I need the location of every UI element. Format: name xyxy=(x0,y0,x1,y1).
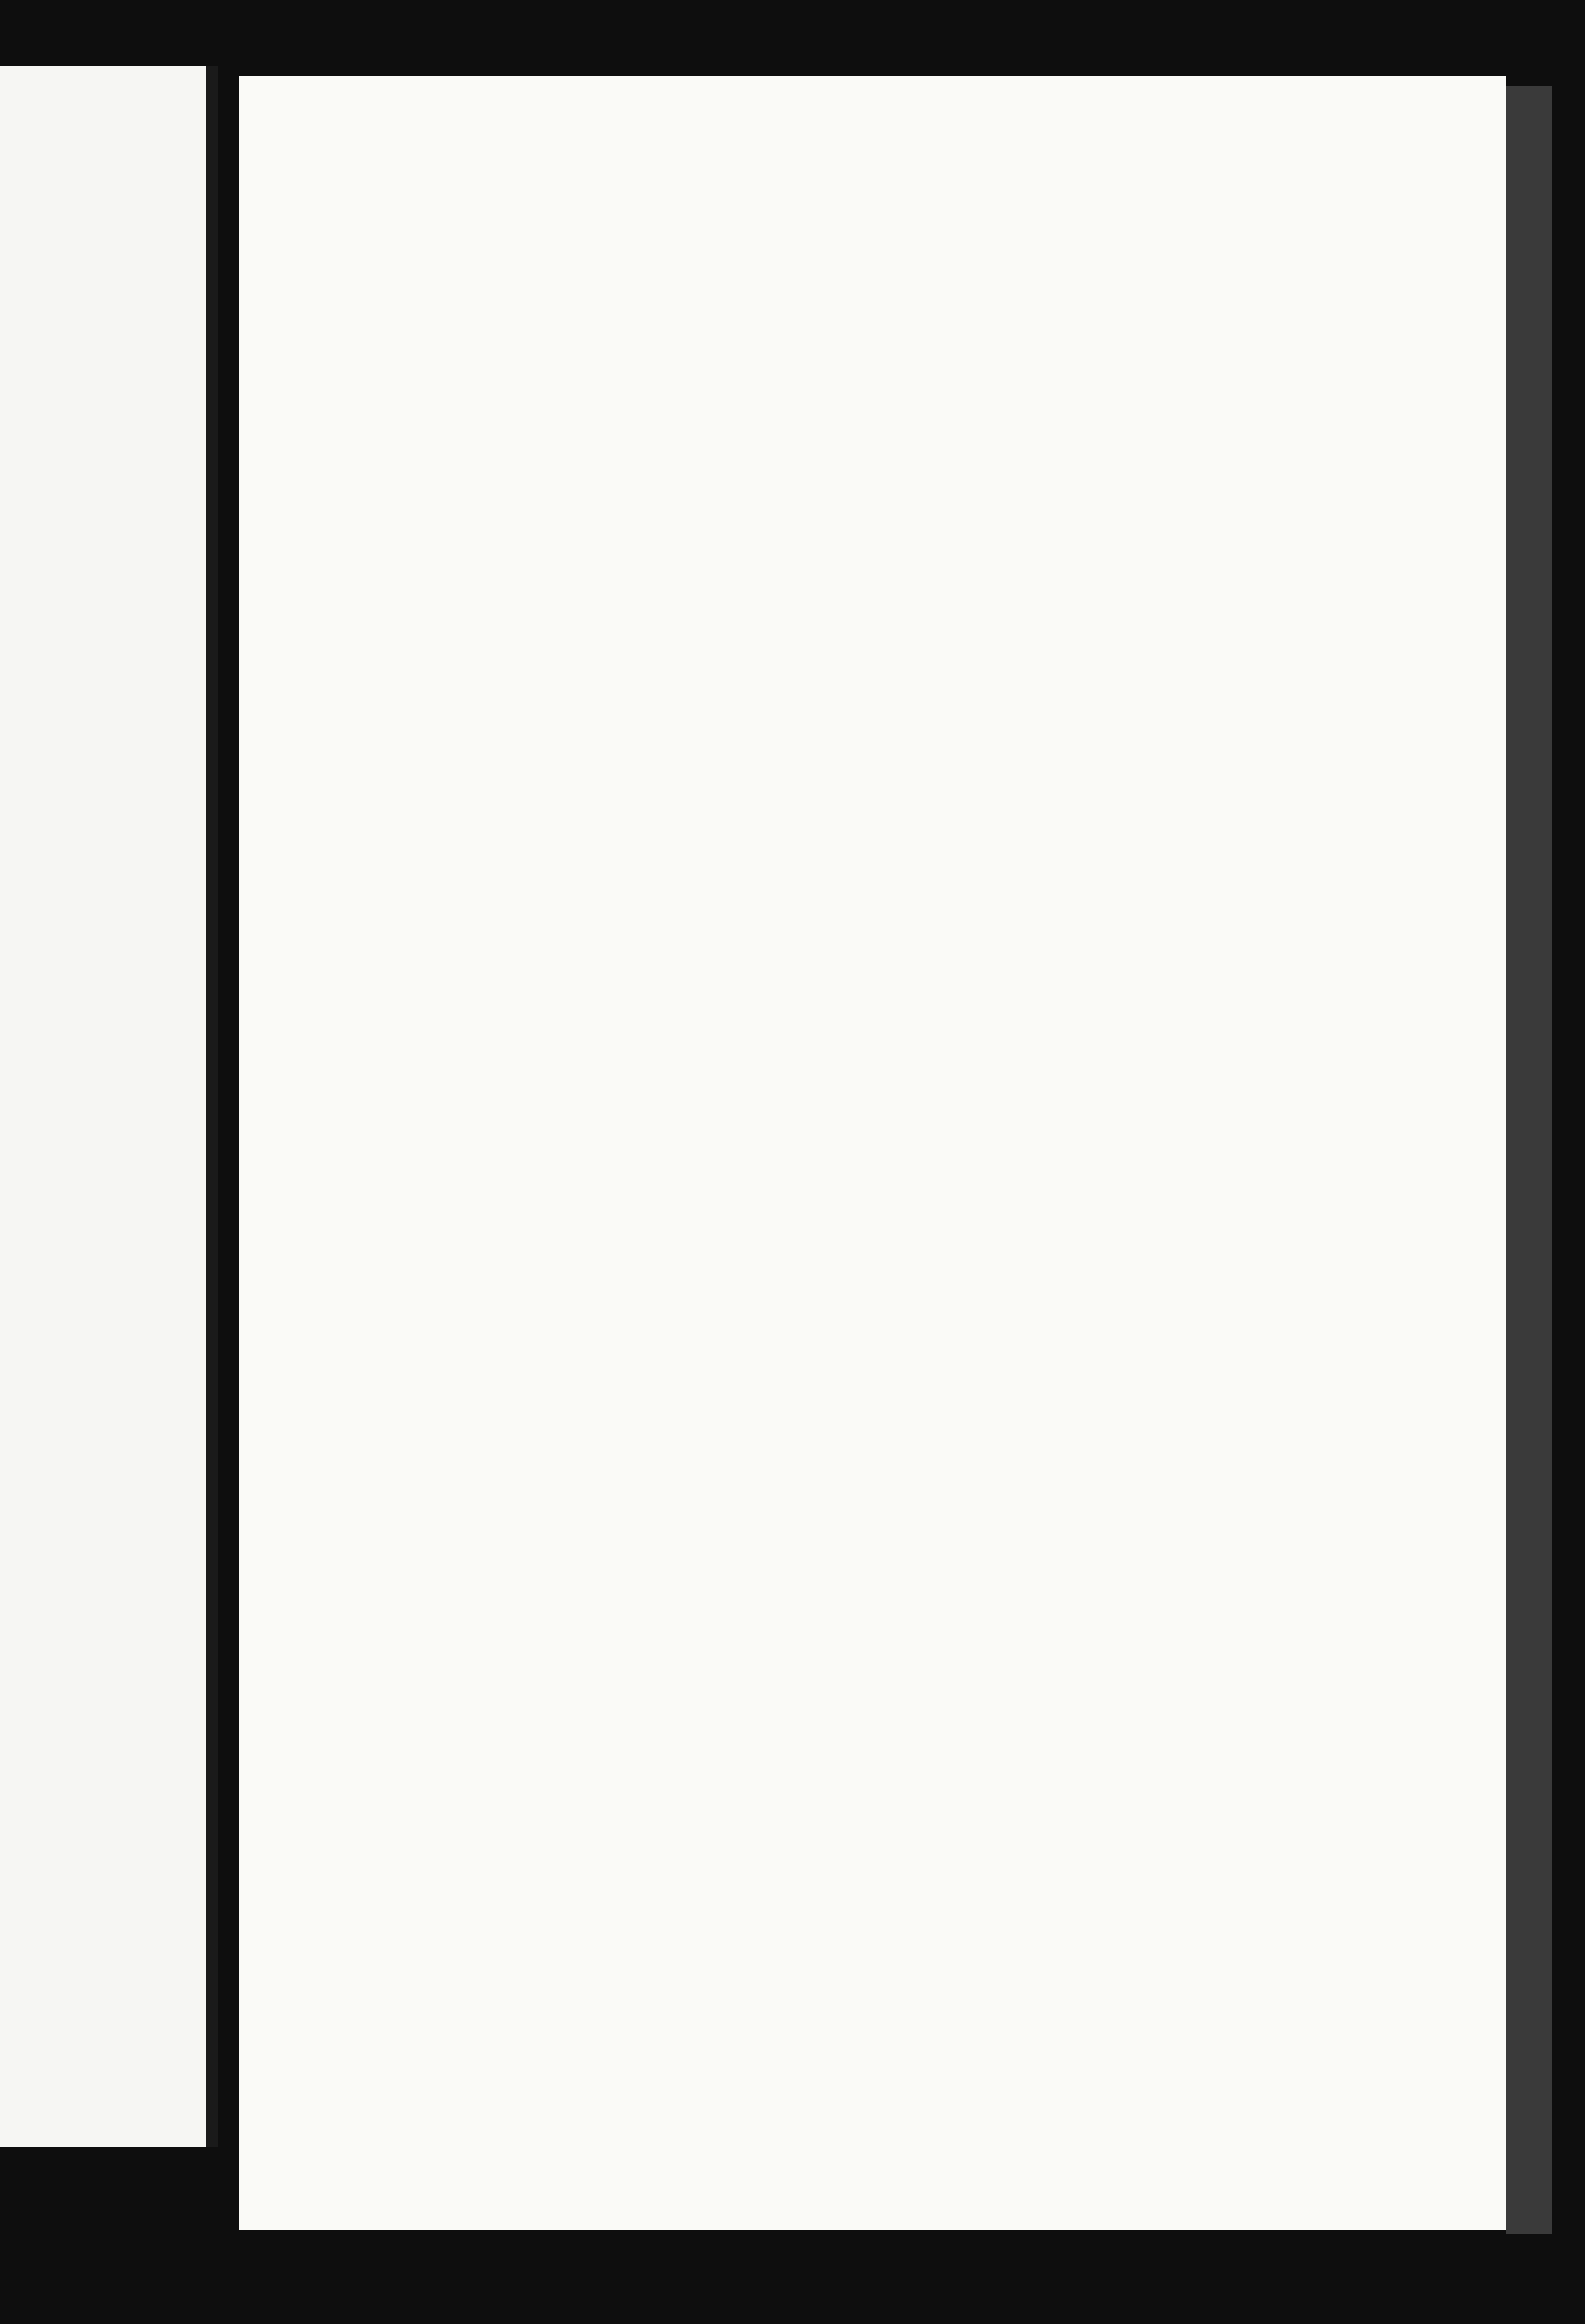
page-header xyxy=(239,263,1506,336)
book-page-185 xyxy=(239,76,1506,2230)
left-page-fragment xyxy=(0,66,218,2147)
page-edge-shadow xyxy=(1506,86,1552,2234)
